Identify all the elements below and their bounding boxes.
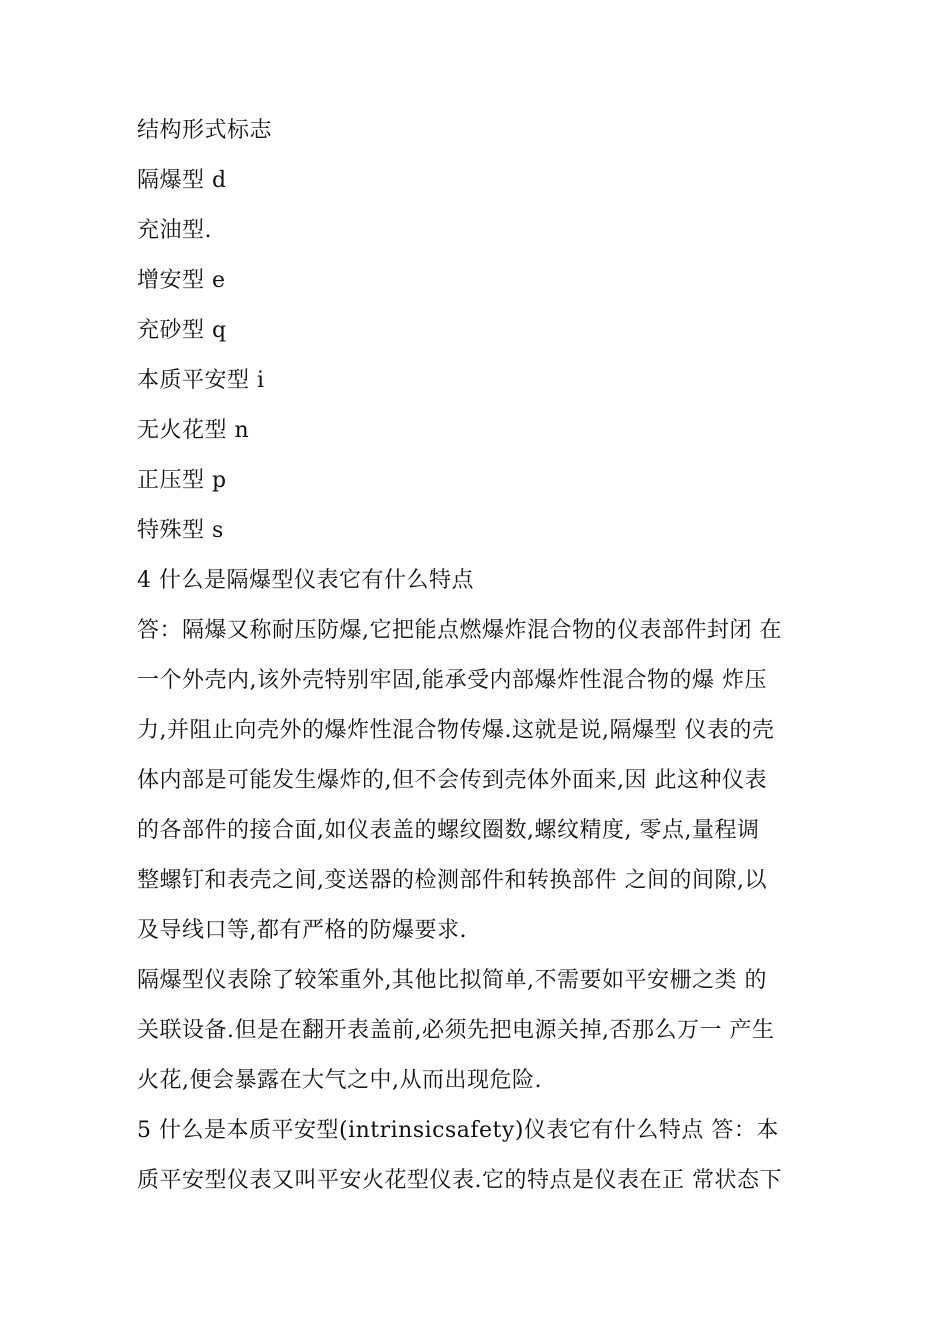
list-item: 本质平安型 i [137,368,265,393]
paragraph-line: 体内部是可能发生爆炸的,但不会传到壳体外面来,因 此这种仪表 [137,768,767,793]
list-item: 无火花型 n [137,418,250,443]
list-item: 充砂型 q [137,318,227,343]
list-item: 隔爆型 d [137,168,227,193]
document-body [137,106,837,1206]
list-item: 正压型 p [137,468,227,493]
paragraph-line: 一个外壳内,该外壳特别牢固,能承受内部爆炸性混合物的爆 炸压 [137,668,767,693]
paragraph-line: 隔爆型仪表除了较笨重外,其他比拟简单,不需要如平安栅之类 的 [137,968,767,993]
paragraph-line: 答：隔爆又称耐压防爆,它把能点燃爆炸混合物的仪表部件封闭 在 [137,618,782,643]
list-item: 增安型 e [137,268,226,293]
heading-structure-marks: 结构形式标志 [137,118,273,143]
list-item: 充油型. [137,218,212,243]
paragraph-line: 及导线口等,都有严格的防爆要求. [137,918,467,943]
list-item: 特殊型 s [137,518,224,543]
paragraph-line: 质平安型仪表又叫平安火花型仪表.它的特点是仪表在正 常状态下 [137,1168,782,1193]
paragraph-line: 力,并阻止向壳外的爆炸性混合物传爆.这就是说,隔爆型 仪表的壳 [137,718,775,743]
question-4-heading: 4 什么是隔爆型仪表它有什么特点 [137,568,474,593]
paragraph-line: 关联设备.但是在翻开表盖前,必须先把电源关掉,否那么万一 产生 [137,1018,775,1043]
paragraph-line: 整螺钉和表壳之间,变送器的检测部件和转换部件 之间的间隙,以 [137,868,767,893]
paragraph-line: 火花,便会暴露在大气之中,从而出现危险. [137,1068,542,1093]
question-5-heading: 5 什么是本质平安型(intrinsicsafety)仪表它有什么特点 答：本 [137,1118,779,1143]
paragraph-line: 的各部件的接合面,如仪表盖的螺纹圈数,螺纹精度, 零点,量程调 [137,818,760,843]
